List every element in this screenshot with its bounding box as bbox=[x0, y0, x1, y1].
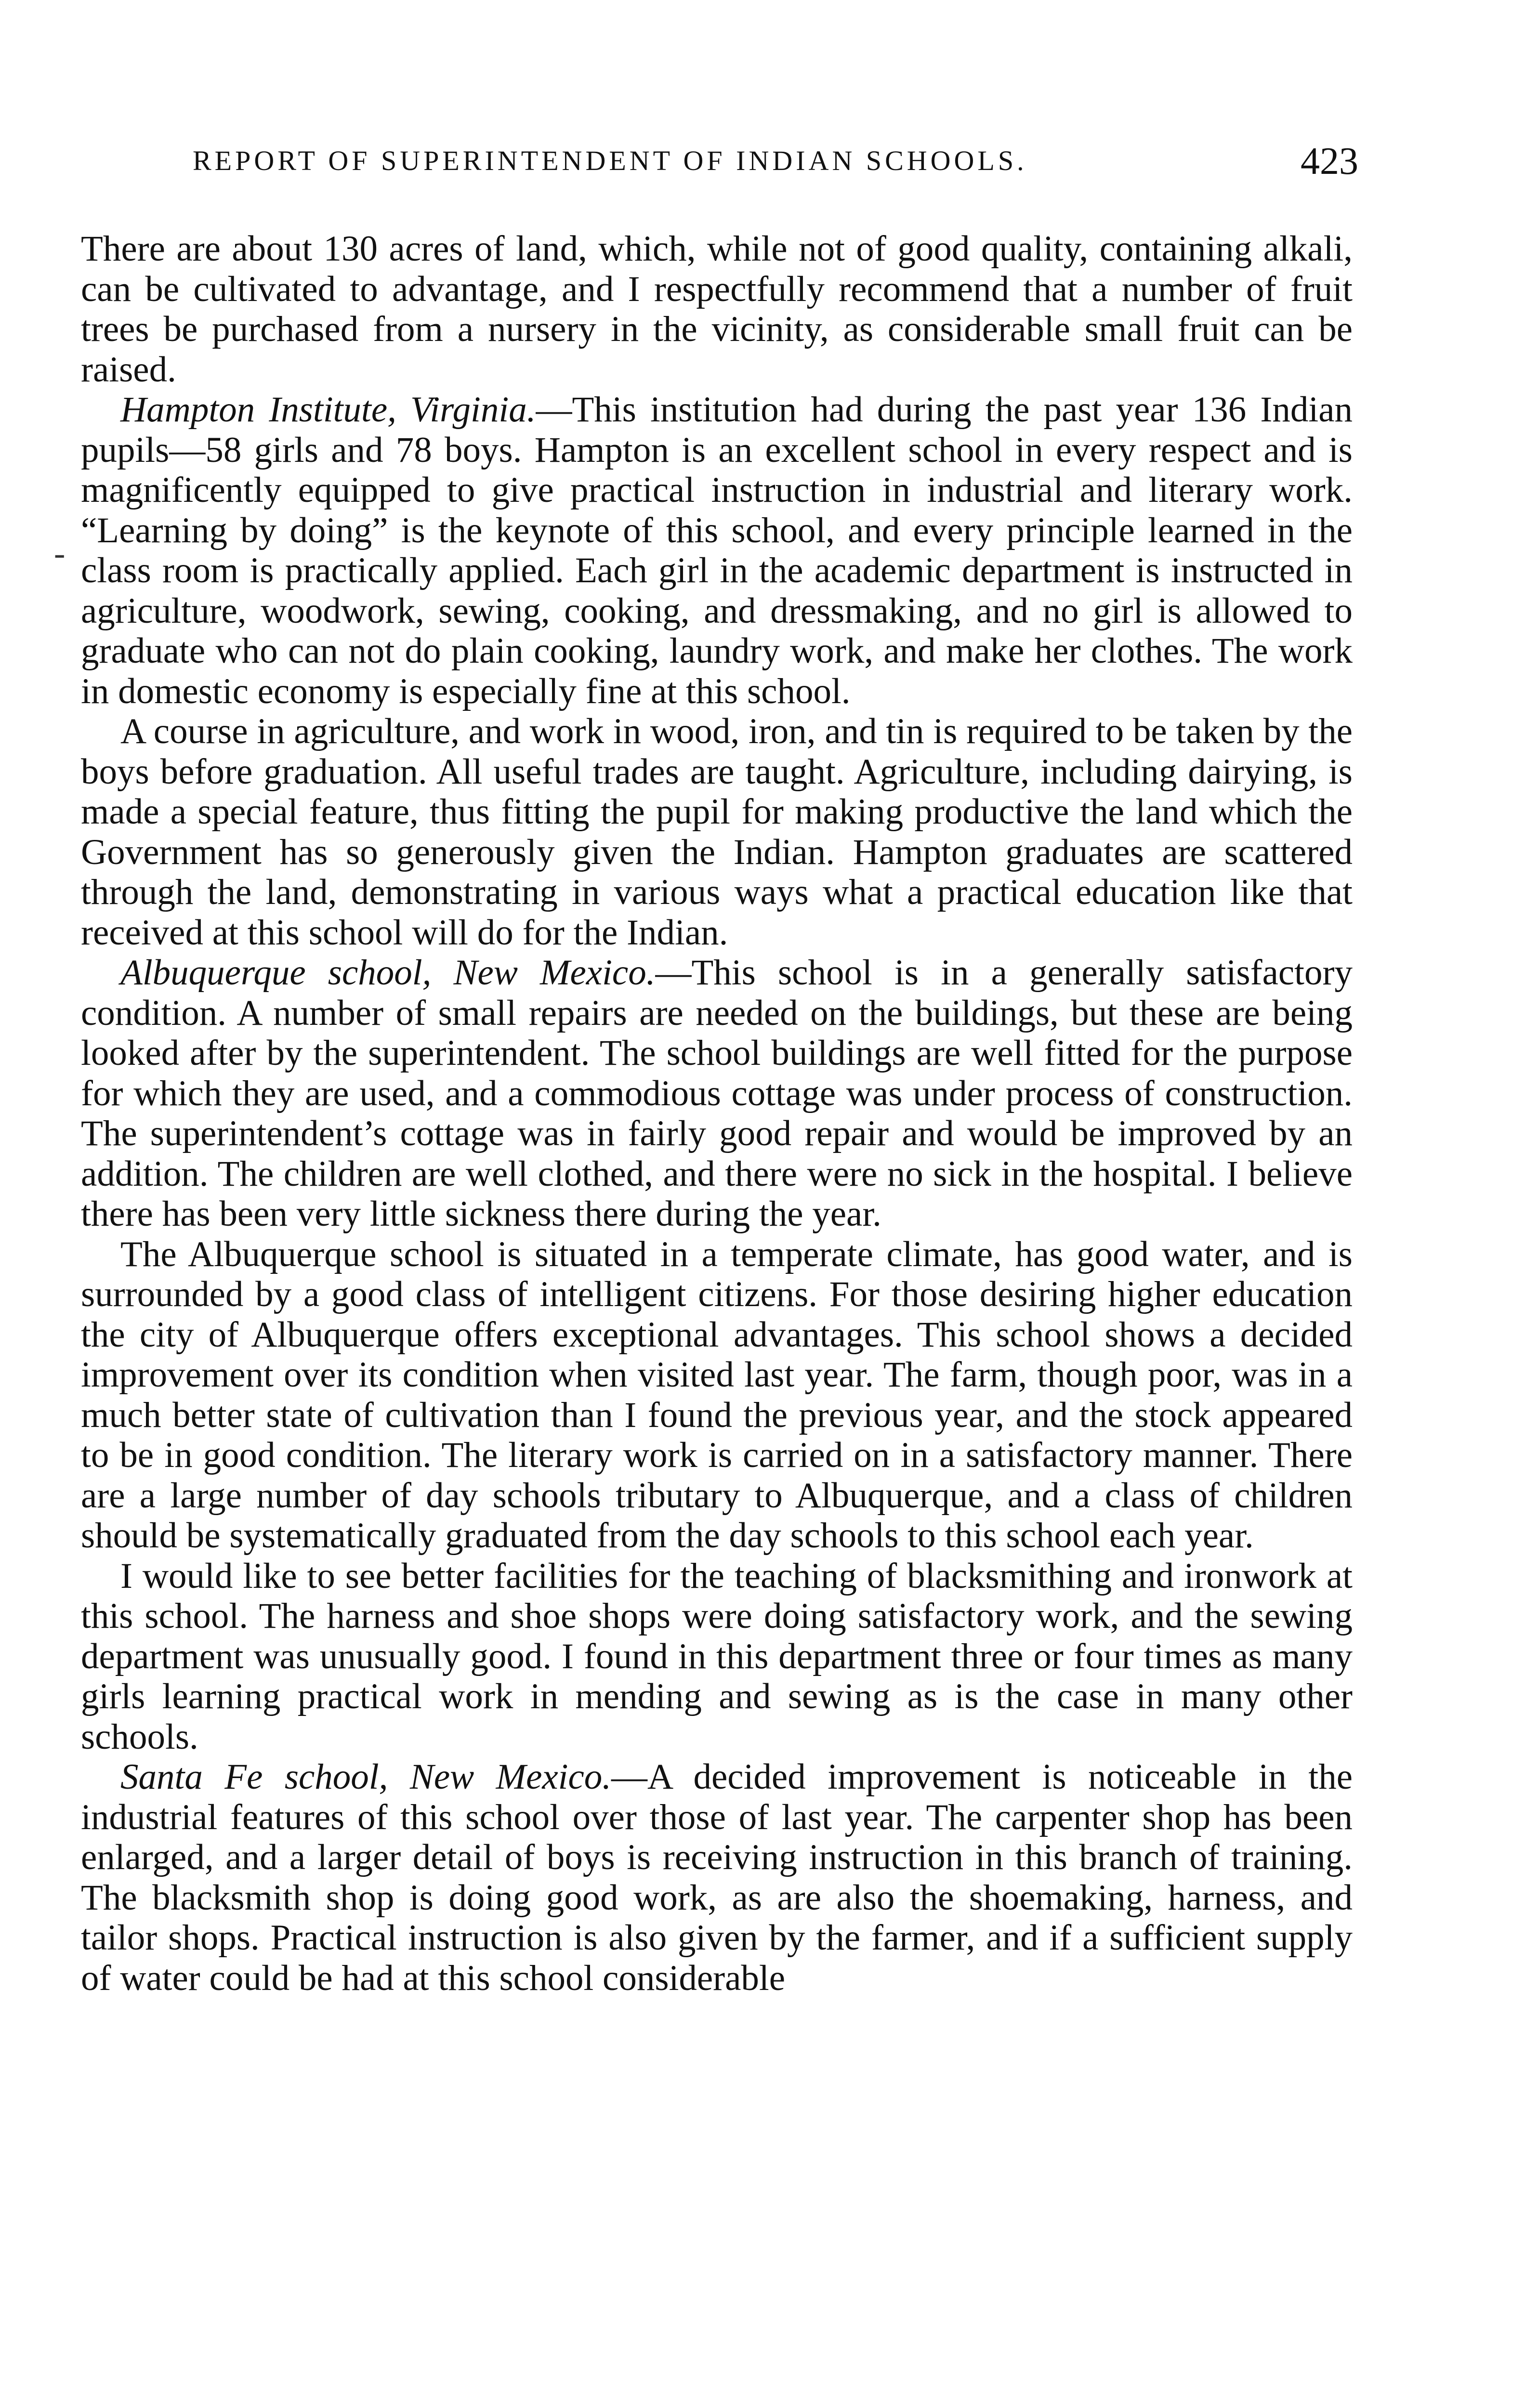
body-text bbox=[81, 229, 1353, 1998]
paragraph-santa-fe-school bbox=[81, 1757, 1353, 1998]
paragraph-text: A course in agriculture, and work in wood, iron, and tin is required to be taken by the boys before graduation. All useful trades are taught. Agriculture, including dairying, is made a special feature, thus fitting the pupil for making productive the land which the Government has so generously given the Indian. Hampton graduates are scattered through the land, demonstrating in various ways what a practical education like that received at this school will do for the Indian. bbox=[81, 711, 1353, 953]
paragraph-lead-heading: Santa Fe school, New Mexico. bbox=[120, 1757, 612, 1797]
page-number: 423 bbox=[1301, 140, 1358, 183]
paragraph-text: —This school is in a generally satisfactory condition. A number of small repairs are needed on the buildings, but these are being looked after by the superintendent. The school buildings are well fitted for the purpose for which they are used, and a commodious cottage was under process of construction. The superintendent’s cottage was in fairly good repair and would be improved by an addition. The children are well clothed, and there were no sick in the hospital. I believe there has been very little sickness there during the year. bbox=[81, 953, 1353, 1234]
paragraph-lead-heading: Hampton Institute, Virginia. bbox=[120, 390, 536, 430]
paragraph-text: The Albuquerque school is situated in a temperate climate, has good water, and is surrounded by a good class of intelligent citizens. For those desiring higher education the city of Albuquerque offers exceptional advantages. This school shows a decided improvement over its condition when visited last year. The farm, though poor, was in a much better state of cultivation than I found the previous year, and the stock appeared to be in good condition. The literary work is carried on in a satisfactory manner. There are a large number of day schools tributary to Albuquerque, and a class of children should be systematically graduated from the day schools to this school each year. bbox=[81, 1234, 1353, 1556]
paragraph-text: —This institution had during the past year 136 Indian pupils—58 girls and 78 boys. Hampton is an excellent school in every respect and is magnificently equipped to give practical instruction in industrial and literary work. “Learning by doing” is the keynote of this school, and every principle learned in the class room is practically applied. Each girl in the academic department is instructed in agriculture, woodwork, sewing, cooking, and dressmaking, and no girl is allowed to graduate who can not do plain cooking, laundry work, and make her clothes. The work in domestic economy is especially fine at this school. bbox=[81, 390, 1353, 711]
paragraph-land-and-fruit bbox=[81, 229, 1353, 390]
paragraph-hampton-institute bbox=[81, 390, 1353, 711]
paragraph-text: I would like to see better facilities for the teaching of blacksmithing and ironwork at this school. The harness and shoe shops were doing satisfactory work, and the sewing department was unusually good. I found in this department three or four times as many girls learning practical work in mending and sewing as is the case in many other schools. bbox=[81, 1556, 1353, 1757]
paragraph-text: —A decided improvement is noticeable in the industrial features of this school over those of last year. The carpenter shop has been enlarged, and a larger detail of boys is receiving instruction in this branch of training. The blacksmith shop is doing good work, as are also the shoemaking, harness, and tailor shops. Practical instruction is also given by the farmer, and if a sufficient supply of water could be had at this school considerable bbox=[81, 1757, 1353, 1998]
paragraph-text: There are about 130 acres of land, which, while not of good quality, containing alkali, can be cultivated to advantage, and I respectfully recommend that a number of fruit trees be purchased from a nursery in the vicinity, as considerable small fruit can be raised. bbox=[81, 229, 1353, 390]
paragraph-hampton-agriculture bbox=[81, 711, 1353, 953]
running-title: REPORT OF SUPERINTENDENT OF INDIAN SCHOOLS. bbox=[193, 145, 1027, 176]
paragraph-blacksmithing bbox=[81, 1556, 1353, 1757]
paragraph-lead-heading: Albuquerque school, New Mexico. bbox=[120, 953, 656, 993]
margin-dash-mark: - bbox=[54, 535, 66, 572]
paragraph-albuquerque-school bbox=[81, 953, 1353, 1234]
paragraph-albuquerque-climate bbox=[81, 1234, 1353, 1556]
page-header bbox=[193, 140, 1358, 197]
